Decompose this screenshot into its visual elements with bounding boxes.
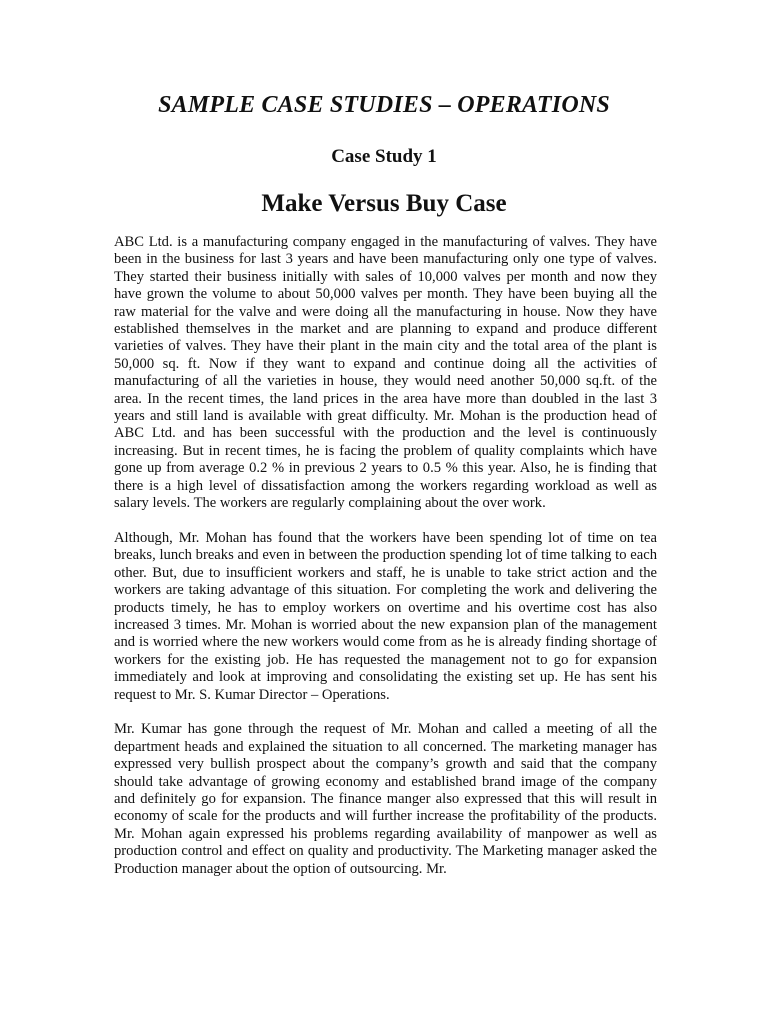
paragraph: Mr. Kumar has gone through the request of Mr. Mohan and called a meeting of all the department heads and explained the situation to all concerned. The marketing manager has expressed very bullish prospect about the company’s growth and said that the company should take advantage of growing economy and established brand image of the company and definitely go for expansion. The finance manger also expressed that this will result in economy of scale for the products and will further increase the profitability of the products. Mr. Mohan again expressed his problems regarding availability of manpower as well as production control and effect on quality and productivity. The Marketing manager asked the Production manager about the option of outsourcing. Mr. — [114, 721, 657, 877]
document-heading: SAMPLE CASE STUDIES – OPERATIONS — [158, 92, 610, 118]
case-study-title: Make Versus Buy Case — [261, 190, 507, 217]
paragraph: Although, Mr. Mohan has found that the workers have been spending lot of time on tea breaks, lunch breaks and even in between the production spending lot of time talking to each other. But, due to insufficient workers and staff, he is unable to take strict action and the workers are taking advantage of this situation. For completing the work and delivering the products timely, he has to employ workers on overtime and his overtime cost has also increased 3 times. Mr. Mohan is worried about the new expansion plan of the management and is worried where the new workers would come from as he is already finding shortage of workers for the existing job. He has requested the management not to go for expansion immediately and look at improving and consolidating the existing set up. He has sent his request to Mr. S. Kumar Director – Operations. — [114, 529, 657, 703]
case-study-body — [114, 234, 657, 895]
case-study-number: Case Study 1 — [331, 146, 437, 167]
paragraph: ABC Ltd. is a manufacturing company engaged in the manufacturing of valves. They have been in the business for last 3 years and have been manufacturing only one type of valves. They started their business initially with sales of 10,000 valves per month and now they have grown the volume to about 50,000 valves per month. They have been buying all the raw material for the valve and were doing all the manufacturing in house. Now they have established themselves in the market and are planning to expand and produce different varieties of valves. They have their plant in the main city and the total area of the plant is 50,000 sq. ft. Now if they want to expand and continue doing all the activities of manufacturing of all the varieties in house, they would need another 50,000 sq.ft. of the area. In the recent times, the land prices in the area have more than doubled in the last 3 years and still land is available with great difficulty. Mr. Mohan is the production head of ABC Ltd. and has been successful with the production and the level is continuously increasing. But in recent times, he is facing the problem of quality complaints which have gone up from average 0.2 % in previous 2 years to 0.5 % this year. Also, he is finding that there is a high level of dissatisfaction among the workers regarding workload as well as salary levels. The workers are regularly complaining about the over work. — [114, 234, 657, 512]
